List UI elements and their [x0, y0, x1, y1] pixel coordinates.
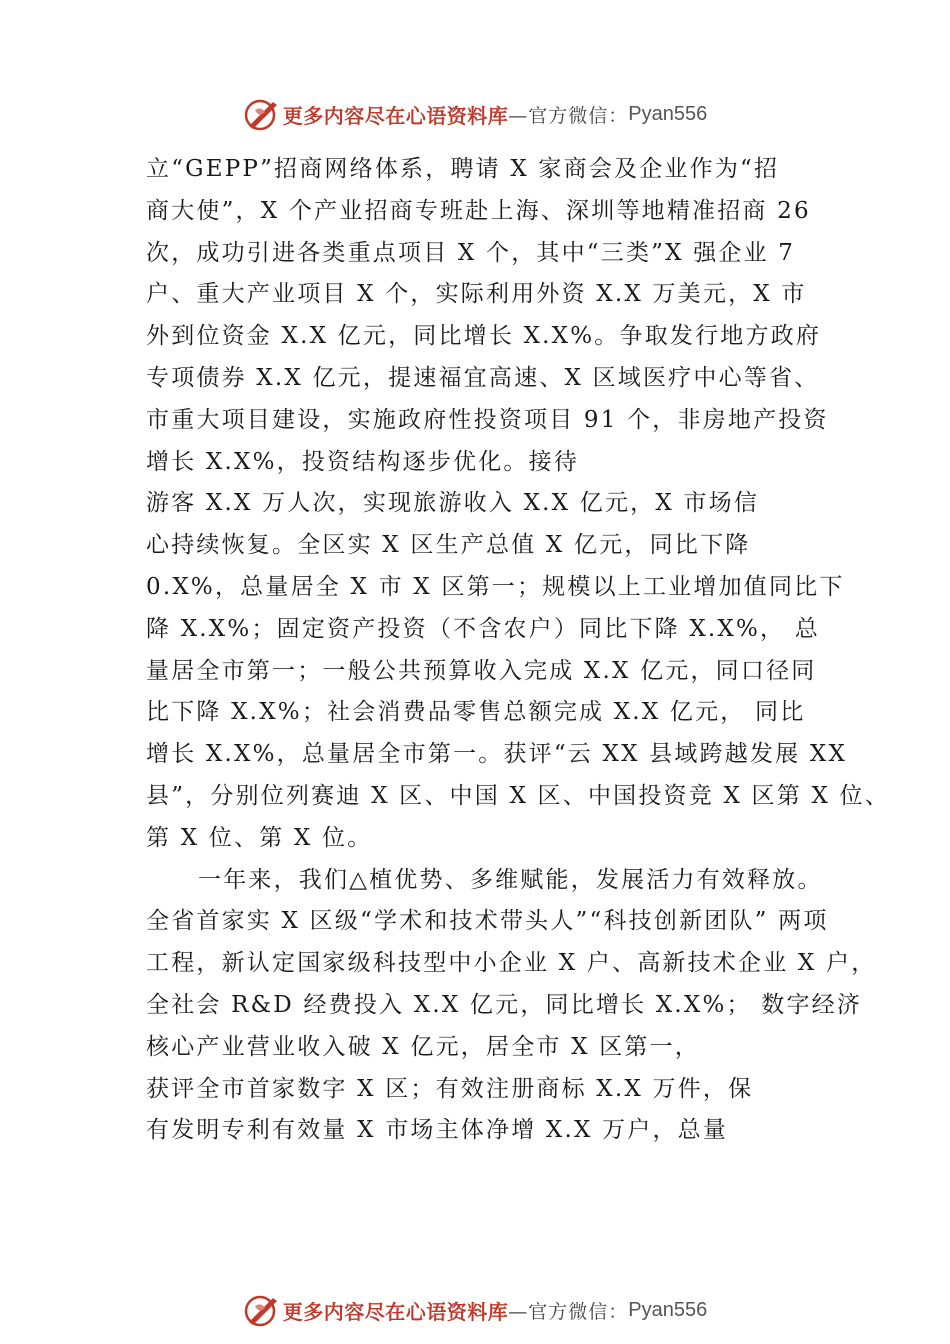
text-line: 全省首家实 X 区级“学术和技术带头人”“科技创新团队” 两项: [146, 908, 829, 935]
text-line: 量居全市第一；一般公共预算收入完成 X.X 亿元，同口径同: [146, 657, 817, 684]
pen-logo-icon: [243, 96, 281, 132]
text-line: 有发明专利有效量 X 市场主体净增 X.X 万户，总量: [146, 1117, 729, 1144]
text-line: 比下降 X.X%；社会消费品零售总额完成 X.X 亿元， 同比: [146, 699, 806, 726]
text-line: 增长 X.X%，总量居全市第一。获评“云 XX 县域跨越发展 XX: [146, 741, 848, 768]
text-line: 市重大项目建设，实施政府性投资项目 91 个，非房地产投资: [146, 406, 829, 433]
text-line: 全社会 R&D 经费投入 X.X 亿元，同比增长 X.X%； 数字经济: [146, 991, 863, 1018]
text-line: 县”，分别位列赛迪 X 区、中国 X 区、中国投资竞 X 区第 X 位、: [146, 782, 890, 809]
text-line: 外到位资金 X.X 亿元，同比增长 X.X%。争取发行地方政府: [146, 323, 822, 350]
banner-wechat-id: Pyan556: [628, 102, 708, 125]
text-line: 核心产业营业收入破 X 亿元，居全市 X 区第一，: [146, 1033, 700, 1060]
text-line: 降 X.X%；固定资产投资（不含农户）同比下降 X.X%， 总: [146, 615, 820, 642]
text-line: 获评全市首家数字 X 区；有效注册商标 X.X 万件，保: [146, 1075, 754, 1102]
banner-main-text: 更多内容尽在心语资料库: [282, 103, 509, 128]
pen-logo-icon: [243, 1292, 281, 1328]
text-line: 一年来，我们△植优势、多维赋能，发展活力有效释放。: [198, 866, 823, 893]
text-line: 立“GEPP”招商网络体系，聘请 X 家商会及企业作为“招: [146, 156, 780, 182]
banner-sub-text: —官方微信：: [508, 1300, 629, 1323]
banner-wechat-id: Pyan556: [628, 1298, 708, 1321]
footer-banner: [0, 1290, 950, 1330]
header-banner: [0, 94, 950, 134]
text-line: 商大使”，X 个产业招商专班赴上海、深圳等地精准招商 26: [146, 197, 811, 224]
banner-sub-text: —官方微信：: [508, 104, 629, 127]
text-line: 0.X%，总量居全 X 市 X 区第一；规模以上工业增加值同比下: [146, 573, 845, 600]
text-line: 工程，新认定国家级科技型中小企业 X 户、高新技术企业 X 户，: [146, 950, 877, 977]
text-line: 专项债券 X.X 亿元，提速福宜高速、X 区域医疗中心等省、: [146, 364, 820, 391]
text-line: 游客 X.X 万人次，实现旅游收入 X.X 亿元，X 市场信: [146, 490, 760, 517]
text-line: 增长 X.X%，投资结构逐步优化。接待: [146, 448, 580, 475]
text-line: 次，成功引进各类重点项目 X 个，其中“三类”X 强企业 7: [146, 239, 796, 266]
banner-main-text: 更多内容尽在心语资料库: [282, 1299, 509, 1324]
document-body: [146, 149, 890, 1152]
text-line: 心持续恢复。全区实 X 区生产总值 X 亿元，同比下降: [146, 532, 751, 559]
text-line: 户、重大产业项目 X 个，实际利用外资 X.X 万美元，X 市: [146, 281, 807, 308]
text-line: 第 X 位、第 X 位。: [146, 824, 373, 851]
